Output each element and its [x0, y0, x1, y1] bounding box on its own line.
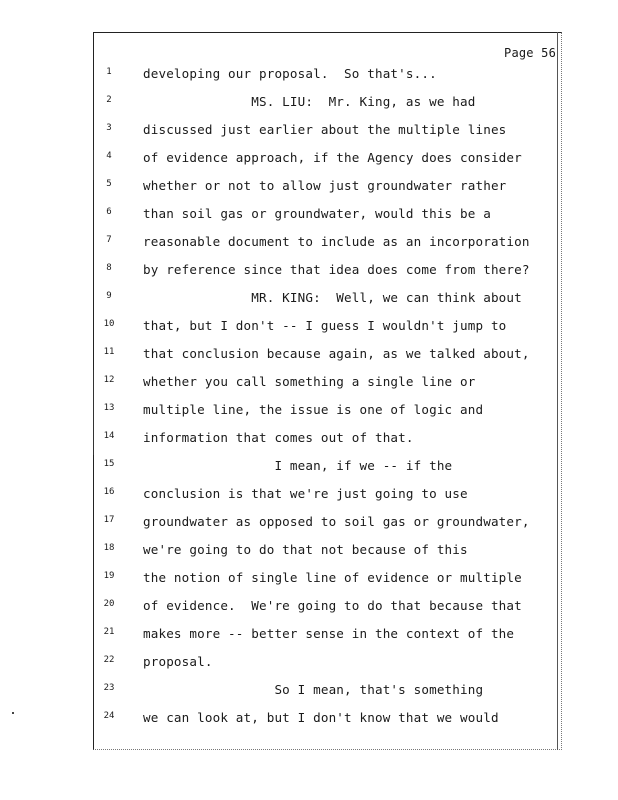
transcript-line — [0, 402, 618, 430]
line-number: 16 — [103, 487, 115, 497]
transcript-line — [0, 514, 618, 542]
line-number: 7 — [106, 235, 112, 245]
line-text: discussed just earlier about the multiple lines — [143, 122, 507, 137]
transcript-line — [0, 178, 618, 206]
line-text: that, but I don't -- I guess I wouldn't jump to — [143, 318, 507, 333]
transcript-line — [0, 570, 618, 598]
line-number: 1 — [106, 67, 112, 77]
line-text: MS. LIU: Mr. King, as we had — [143, 94, 476, 109]
line-text: of evidence approach, if the Agency does consider — [143, 150, 522, 165]
transcript-line — [0, 234, 618, 262]
transcript-line — [0, 374, 618, 402]
transcript-line — [0, 346, 618, 374]
line-text: conclusion is that we're just going to use — [143, 486, 468, 501]
line-number: 8 — [106, 263, 112, 273]
transcript-line — [0, 542, 618, 570]
line-text: MR. KING: Well, we can think about — [143, 290, 522, 305]
line-text: I mean, if we -- if the — [143, 458, 453, 473]
transcript-line — [0, 318, 618, 346]
line-text: So I mean, that's something — [143, 682, 484, 697]
line-number: 17 — [103, 515, 115, 525]
line-text: multiple line, the issue is one of logic and — [143, 402, 484, 417]
line-number: 21 — [103, 627, 115, 637]
transcript-line — [0, 486, 618, 514]
transcript-line — [0, 598, 618, 626]
line-number: 11 — [103, 347, 115, 357]
line-number: 3 — [106, 123, 112, 133]
line-text: than soil gas or groundwater, would this be a — [143, 206, 491, 221]
line-number: 13 — [103, 403, 115, 413]
line-number: 9 — [106, 291, 112, 301]
line-number: 14 — [103, 431, 115, 441]
line-number: 23 — [103, 683, 115, 693]
transcript-line — [0, 122, 618, 150]
transcript-line — [0, 150, 618, 178]
transcript-line — [0, 290, 618, 318]
line-number: 10 — [103, 319, 115, 329]
line-text: that conclusion because again, as we talked about, — [143, 346, 530, 361]
line-text: we can look at, but I don't know that we would — [143, 710, 499, 725]
line-text: information that comes out of that. — [143, 430, 414, 445]
transcript-line — [0, 626, 618, 654]
transcript-line — [0, 206, 618, 234]
line-text: we're going to do that not because of this — [143, 542, 468, 557]
line-text: developing our proposal. So that's... — [143, 66, 437, 81]
line-text: reasonable document to include as an incorporation — [143, 234, 530, 249]
line-text: groundwater as opposed to soil gas or groundwater, — [143, 514, 530, 529]
line-number: 4 — [106, 151, 112, 161]
transcript-line — [0, 66, 618, 94]
line-text: of evidence. We're going to do that because that — [143, 598, 522, 613]
page-number: Page 56 — [504, 46, 556, 60]
transcript-line — [0, 94, 618, 122]
transcript-line — [0, 654, 618, 682]
line-text: whether or not to allow just groundwater rather — [143, 178, 507, 193]
transcript-line — [0, 262, 618, 290]
line-number: 18 — [103, 543, 115, 553]
line-text: proposal. — [143, 654, 213, 669]
line-number: 19 — [103, 571, 115, 581]
line-text: by reference since that idea does come from there? — [143, 262, 530, 277]
line-number: 22 — [103, 655, 115, 665]
line-number: 5 — [106, 179, 112, 189]
line-text: whether you call something a single line or — [143, 374, 476, 389]
line-number: 6 — [106, 207, 112, 217]
transcript-line — [0, 458, 618, 486]
transcript-line — [0, 682, 618, 710]
transcript-line — [0, 710, 618, 738]
line-number: 20 — [103, 599, 115, 609]
line-text: makes more -- better sense in the context of the — [143, 626, 515, 641]
transcript-line — [0, 430, 618, 458]
line-text: the notion of single line of evidence or multiple — [143, 570, 522, 585]
line-number: 24 — [103, 711, 115, 721]
line-number: 15 — [103, 459, 115, 469]
line-number: 2 — [106, 95, 112, 105]
line-number: 12 — [103, 375, 115, 385]
